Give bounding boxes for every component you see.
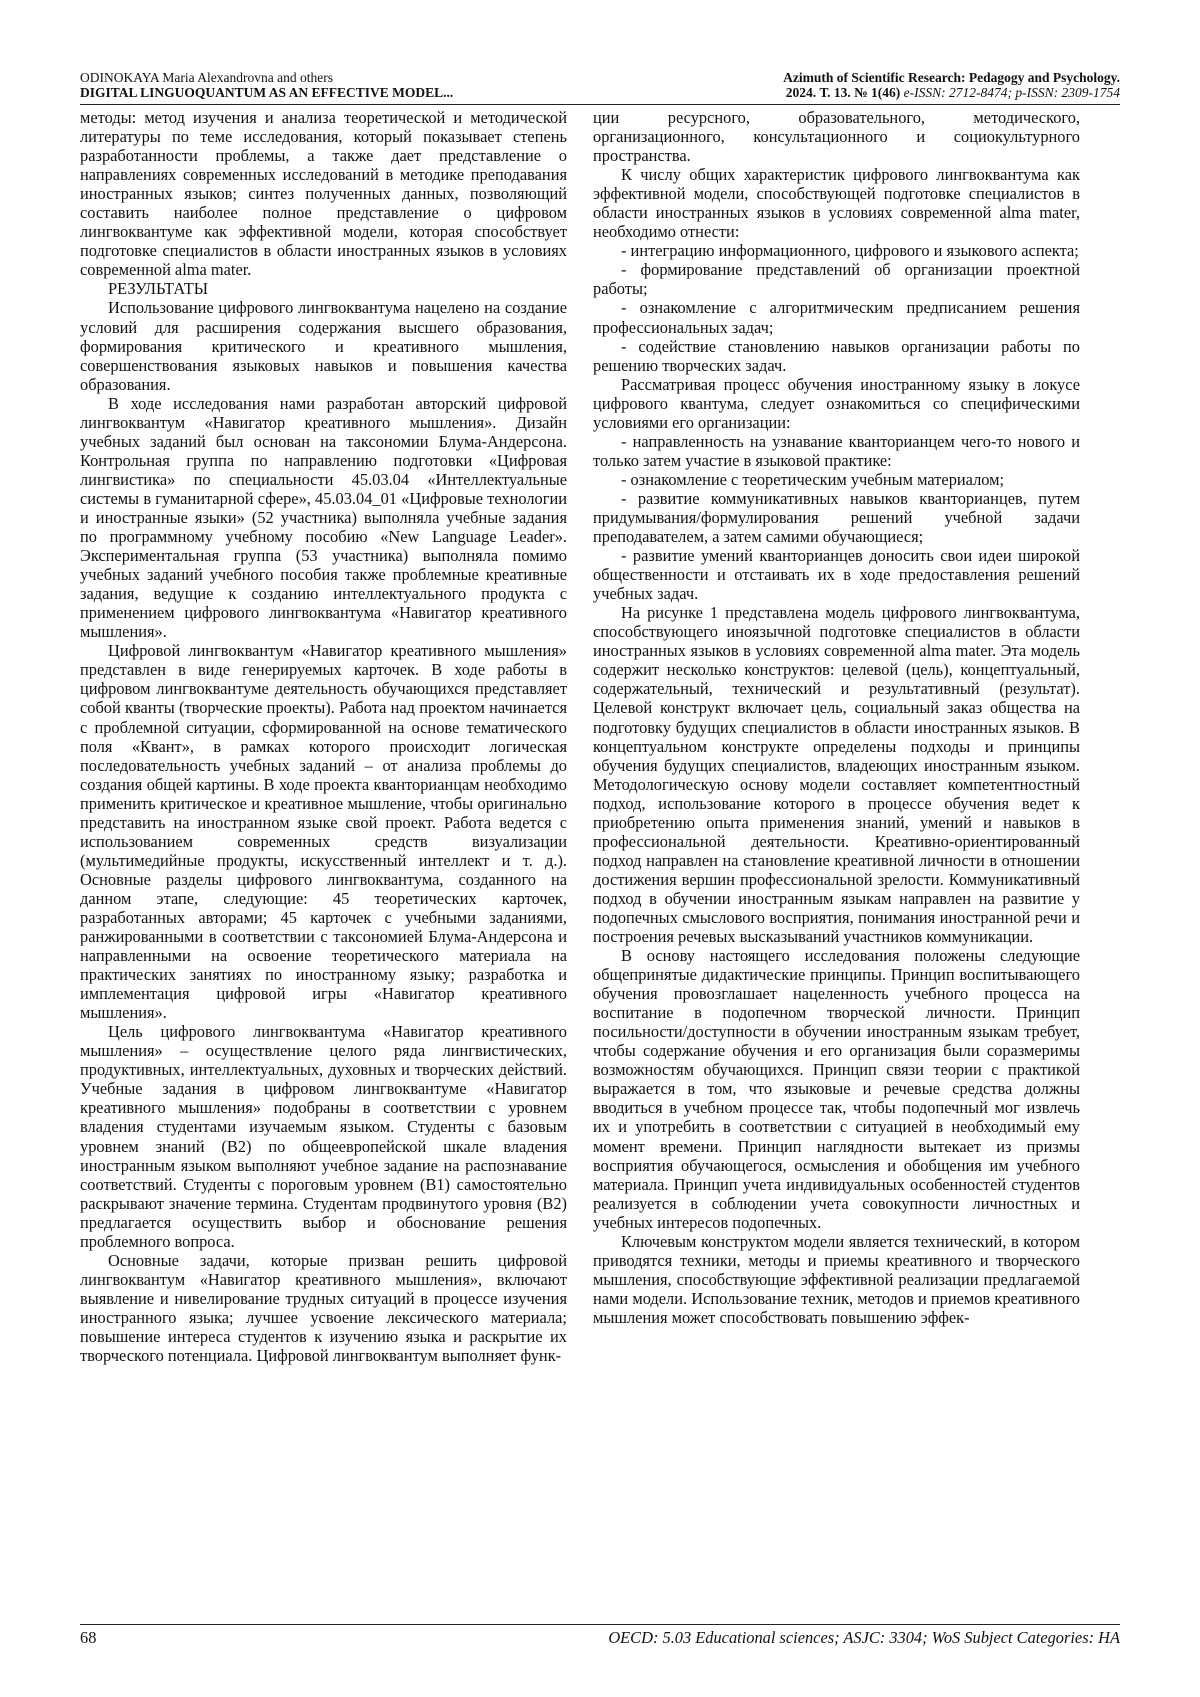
page-footer — [80, 1624, 1120, 1649]
list-item: - развитие умений кванторианцев доносить свои идеи широкой общественности и отстаивать их в ходе предоставления решений учебных задач. — [593, 546, 1080, 604]
list-item: - формирование представлений об организации проектной работы; — [593, 260, 1080, 299]
paragraph: В ходе исследования нами разработан авторский цифровой лингвоквантум «Навигатор креативного мышления». Дизайн учебных заданий был основан на таксономии Блума-Андерсона. Контрольная группа по направлению подготовки «Цифровая лингвистика» по специальности 45.03.04 «Интеллектуальные системы в гуманитарной сфере», 45.03.04_01 «Цифровые технологии и иностранные языки» (52 участника) выполняла учебные задания по программному учебному пособию «New Language Leader». Экспериментальная группа (53 участника) выполняла помимо учебных заданий учебного пособия также проблемные креативные задания, ведущие к созданию интеллектуального продукта с применением цифрового лингвоквантума «Навигатор креативного мышления». — [80, 393, 567, 642]
list-item: - ознакомление с алгоритмическим предписанием решения профессиональных задач; — [593, 298, 1080, 337]
paragraph: Рассматривая процесс обучения иностранному языку в локусе цифрового квантума, следует ознакомиться со специфическими условиями его организации: — [593, 374, 1080, 432]
list-item: - ознакомление с теоретическим учебным материалом; — [621, 469, 1005, 489]
footer-classification: OECD: 5.03 Educational sciences; ASJC: 3304; WoS Subject Categories: HA — [608, 1628, 1120, 1647]
right-column — [593, 108, 1080, 1621]
header-right — [783, 70, 1120, 100]
header-issue: 2024. Т. 13. № 1(46) — [785, 85, 901, 100]
paragraph: В основу настоящего исследования положены следующие общепринятые дидактические принципы. Принцип воспитывающего обучения провозглашает нацеленность учебного процесса на воспитание в подопечном творческой личности. Принцип посильности/доступности в обучении иностранным языкам требует, чтобы содержание обучения и его организация были соразмеримы возможностям обучающихся. Принцип связи теории с практикой выражается в том, что языковые и речевые средства должны вводиться в учебном процессе так, чтобы подопечный мог извлечь их и употребить в соответствии с ситуацией в необходимый ему момент времени. Принцип наглядности вытекает из призмы восприятия обучающегося, осмысления и обобщения им учебного материала. Принцип учета индивидуальных особенностей студентов реализуется в соблюдении учета совокупности личностных и учебных интересов подопечных. — [593, 946, 1080, 1232]
paragraph: Использование цифрового лингвоквантума нацелено на создание условий для расширения содержания высшего образования, формирования критического и креативного мышления, совершенствования языковых навыков и повышения качества образования. — [80, 298, 567, 394]
paragraph: Цифровой лингвоквантум «Навигатор креативного мышления» представлен в виде генерируемых карточек. В ходе работы в цифровом лингвоквантуме деятельность обучающихся представляет собой кванты (творческие проекты). Работа над проектом начинается с проблемной ситуации, сформированной на основе тематического поля «Квант», в рамках которого происходит логическая последовательность учебных заданий – от анализа проблемы до создания общей картины. В ходе проекта кванторианцам необходимо применить критическое и креативное мышление, чтобы оригинально представить на иностранном языке свой проект. Работа ведется с использованием современных средств визуализации (мультимедийные продукты, искусственный интеллект и т. д.). Основные разделы цифрового лингвоквантума, созданного на данном этапе, следующие: 45 теоретических карточек, разработанных авторами; 45 карточек с учебными заданиями, ранжированными в соответствии с таксономией Блума-Андерсона и направленными на освоение теоретического материала на практических занятиях по иностранному языку; разработка и имплементация цифровой игры «Навигатор креативного мышления». — [80, 641, 567, 1023]
header-article-title: DIGITAL LINGUOQUANTUM AS AN EFFECTIVE MODEL... — [80, 85, 454, 100]
header-authors: ODINOKAYA Maria Alexandrovna and others — [80, 70, 333, 85]
list-item: - направленность на узнавание кванторианцем чего-то нового и только затем участие в языковой практике: — [593, 431, 1080, 470]
paragraph: Основные задачи, которые призван решить цифровой лингвоквантум «Навигатор креативного мышления», включают выявление и нивелирование трудных ситуаций в процессе изучения иностранного языка; лучшее усвоение лексического материала; повышение интереса студентов к изучению языка и раскрытие их творческого потенциала. Цифровой лингвоквантум выполняет функ- — [80, 1250, 567, 1366]
page-number: 68 — [80, 1628, 97, 1647]
paragraph: ции ресурсного, образовательного, методического, организационного, консультационного и социокультурного пространства. — [593, 108, 1080, 166]
list-item: - развитие коммуникативных навыков кванторианцев, путем придумывания/формулирования решений учебной задачи преподавателем, а затем самими обучающиеся; — [593, 488, 1080, 547]
section-heading: РЕЗУЛЬТАТЫ — [108, 279, 209, 299]
paragraph: К числу общих характеристик цифрового лингвоквантума как эффективной модели, способствующей подготовке специалистов в области иностранных языков в условиях современной alma mater, необходимо отнести: — [593, 165, 1080, 242]
left-column — [80, 108, 567, 1621]
header-issue-line — [783, 85, 1120, 100]
paragraph: Ключевым конструктом модели является технический, в котором приводятся техники, методы и приемы креативного и творческого мышления, способствующие эффективной реализации предлагаемой нами модели. Использование техник, методов и приемов креативного мышления может способствовать повышению эффек- — [593, 1231, 1080, 1327]
list-item: - интеграцию информационного, цифрового и языкового аспекта; — [621, 241, 1079, 261]
running-header — [80, 70, 1120, 105]
header-left — [80, 70, 453, 100]
list-item: - содействие становлению навыков организации работы по решению творческих задач. — [593, 336, 1080, 375]
paragraph: Цель цифрового лингвоквантума «Навигатор креативного мышления» – осуществление целого ряда лингвистических, продуктивных, интеллектуальных, духовных и творческих действий. Учебные задания в цифровом лингвоквантуме «Навигатор креативного мышления» подобраны в соответствии с уровнем владения студентами изучаемым языком. Студенты с базовым уровнем знаний (B2) по общеевропейской шкале владения иностранным языком выполняют учебное задание на распознавание соответствий. Студенты с пороговым уровнем (B1) самостоятельно раскрывают значение термина. Студентам продвинутого уровня (B2) предлагается осуществить выбор и обоснование решения проблемного вопроса. — [80, 1022, 567, 1251]
header-journal: Azimuth of Scientific Research: Pedagogy and Psychology. — [783, 70, 1120, 85]
paragraph: методы: метод изучения и анализа теоретической и методической литературы по теме исследования, который показывает степень разработанности проблемы, а также дает представление о направлениях современных исследований в методике преподавания иностранных языков; синтез полученных данных, позволяющий составить наиболее полное представление о цифровом лингвоквантуме как эффективной модели, которая способствует подготовке специалистов в области иностранных языков в условиях современной alma mater. — [80, 108, 567, 280]
header-issn: e-ISSN: 2712-8474; p-ISSN: 2309-1754 — [900, 85, 1120, 100]
paragraph: На рисунке 1 представлена модель цифрового лингвоквантума, способствующего иноязычной подготовке специалистов в области иностранных языков в условиях современной alma mater. Эта модель содержит несколько конструктов: целевой (цель), концептуальный, содержательный, технический и результативный (результат). Целевой конструкт включает цель, социальный заказ общества на подготовку будущих специалистов в области иностранных языков. В концептуальном конструкте определены подходы и принципы обучения будущих специалистов, владеющих иностранным языком. Методологическую основу модели составляет компетентностный подход, использование которого в процессе обучения ведет к приобретению опыта применения знаний, умений и навыков в профессиональной деятельности. Креативно-ориентированный подход направлен на становление креативной личности в отношении достижения вершин профессиональной зрелости. Коммуникативный подход в обучении иностранным языкам направлен на развитие у подопечных смыслового восприятия, понимания иностранной речи и построения речевых высказываний участников коммуникации. — [593, 603, 1080, 947]
